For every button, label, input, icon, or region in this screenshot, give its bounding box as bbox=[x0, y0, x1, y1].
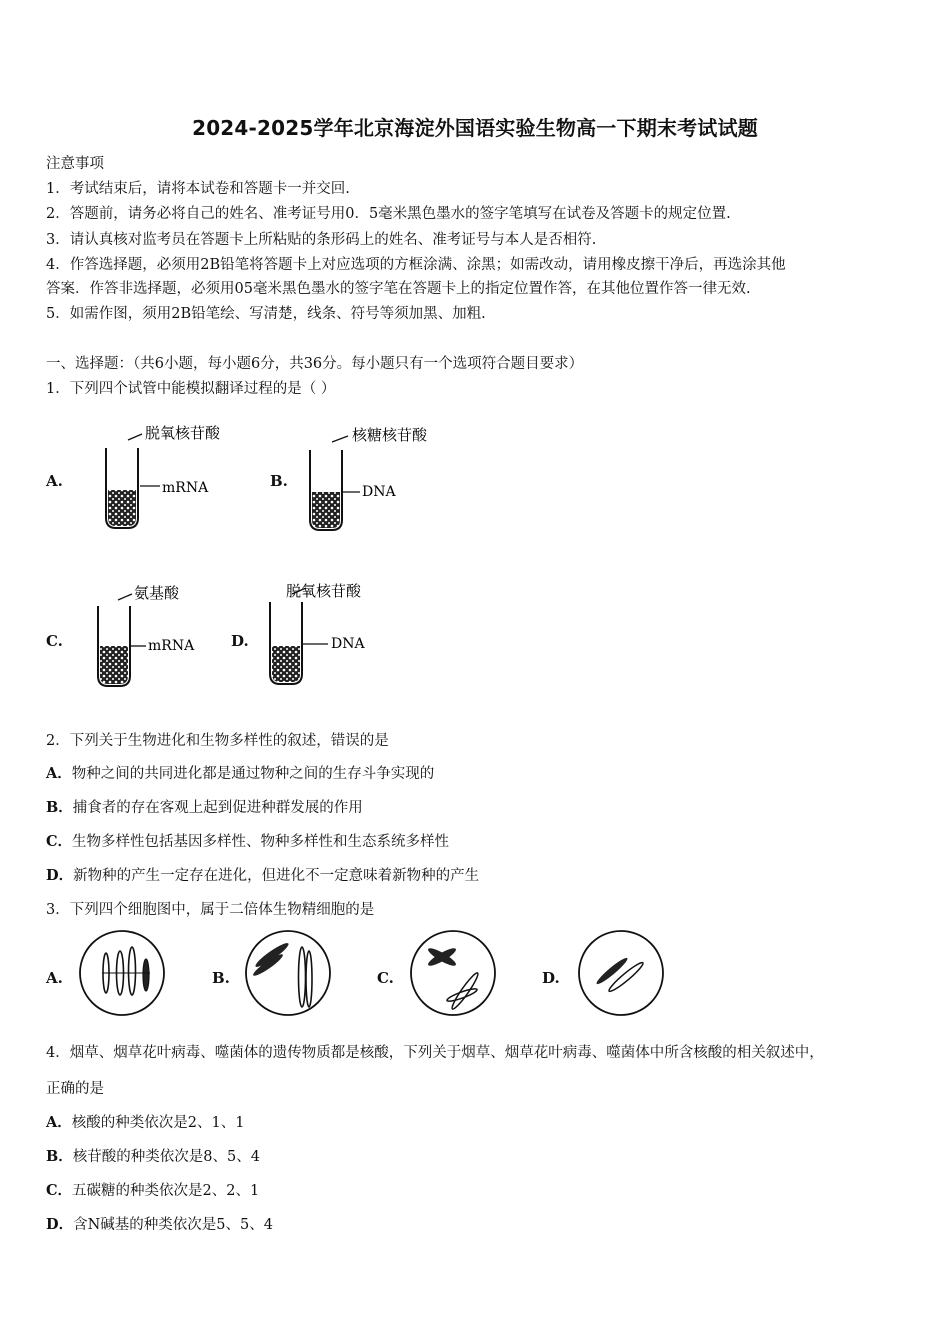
q1-option-c-label: C. bbox=[46, 632, 63, 650]
q3-option-d-label: D. bbox=[542, 969, 560, 987]
test-tube-d bbox=[270, 582, 365, 684]
tube-d-side-label: DNA bbox=[331, 636, 365, 652]
notice-item: 4．作答选择题，必须用2B铅笔将答题卡上对应选项的方框涂满、涂黑；如需改动，请用橡皮擦干净后，再选涂其他 bbox=[46, 257, 786, 273]
test-tube-figures bbox=[0, 410, 500, 710]
section-heading: 一、选择题：（共6小题，每小题6分，共36分。每小题只有一个选项符合题目要求） bbox=[46, 356, 584, 372]
tube-b-top-label: 核糖核苷酸 bbox=[352, 426, 428, 444]
cell-d bbox=[579, 931, 663, 1015]
question-3-stem: 3．下列四个细胞图中，属于二倍体生物精细胞的是 bbox=[46, 902, 375, 918]
notice-heading: 注意事项 bbox=[46, 156, 104, 172]
q2-option-b: B．捕食者的存在客观上起到促进种群发展的作用 bbox=[46, 799, 363, 816]
tube-a-side-label: mRNA bbox=[162, 480, 209, 496]
q3-option-b-label: B. bbox=[212, 969, 230, 987]
q1-option-b-label: B. bbox=[270, 472, 288, 490]
question-4-stem: 4．烟草、烟草花叶病毒、噬菌体的遗传物质都是核酸，下列关于烟草、烟草花叶病毒、噬菌体中所含核酸的相关叙述中， bbox=[46, 1045, 824, 1061]
tube-d-top-label: 脱氧核苷酸 bbox=[286, 582, 362, 600]
notice-item: 答案．作答非选择题，必须用05毫米黑色墨水的签字笔在答题卡上的指定位置作答，在其他位置作答一律无效. bbox=[46, 281, 751, 297]
tube-a-top-label: 脱氧核苷酸 bbox=[145, 424, 221, 442]
q1-option-a-label: A. bbox=[46, 472, 63, 490]
test-tube-b bbox=[310, 426, 428, 530]
q4-option-d: D．含N碱基的种类依次是5、5、4 bbox=[46, 1216, 273, 1233]
q4-option-a: A．核酸的种类依次是2、1、1 bbox=[46, 1114, 245, 1131]
cell-b bbox=[246, 931, 330, 1015]
test-tube-c bbox=[98, 584, 195, 686]
q3-option-a-label: A. bbox=[46, 969, 63, 987]
cell-a bbox=[80, 931, 164, 1015]
tube-c-side-label: mRNA bbox=[148, 638, 195, 654]
notice-item: 1．考试结束后，请将本试卷和答题卡一并交回. bbox=[46, 181, 350, 197]
tube-c-top-label: 氨基酸 bbox=[134, 584, 180, 602]
notice-item: 5．如需作图，须用2B铅笔绘、写清楚，线条、符号等须加黑、加粗. bbox=[46, 306, 486, 322]
q1-option-d-label: D. bbox=[231, 632, 249, 650]
notice-item: 2．答题前，请务必将自己的姓名、准考证号用0．5毫米黑色墨水的签字笔填写在试卷及答题卡的规定位置. bbox=[46, 206, 731, 222]
notice-item: 3．请认真核对监考员在答题卡上所粘贴的条形码上的姓名、准考证号与本人是否相符. bbox=[46, 232, 597, 248]
question-1-stem: 1．下列四个试管中能模拟翻译过程的是（ ） bbox=[46, 381, 336, 397]
tube-b-side-label: DNA bbox=[362, 484, 396, 500]
question-4-stem-continued: 正确的是 bbox=[46, 1081, 104, 1097]
q2-option-d: D．新物种的产生一定存在进化，但进化不一定意味着新物种的产生 bbox=[46, 867, 480, 884]
q4-option-b: B．核苷酸的种类依次是8、5、4 bbox=[46, 1148, 260, 1165]
question-2-stem: 2．下列关于生物进化和生物多样性的叙述，错误的是 bbox=[46, 733, 389, 749]
test-tube-a bbox=[106, 424, 221, 528]
cell-c bbox=[411, 931, 495, 1015]
q2-option-c: C．生物多样性包括基因多样性、物种多样性和生态系统多样性 bbox=[46, 833, 450, 850]
page-title: 2024-2025学年北京海淀外国语实验生物高一下期末考试试题 bbox=[192, 116, 758, 140]
q2-option-a: A．物种之间的共同进化都是通过物种之间的生存斗争实现的 bbox=[46, 765, 435, 782]
q4-option-c: C．五碳糖的种类依次是2、2、1 bbox=[46, 1182, 260, 1199]
cell-figures bbox=[0, 925, 700, 1025]
q3-option-c-label: C. bbox=[377, 969, 394, 987]
